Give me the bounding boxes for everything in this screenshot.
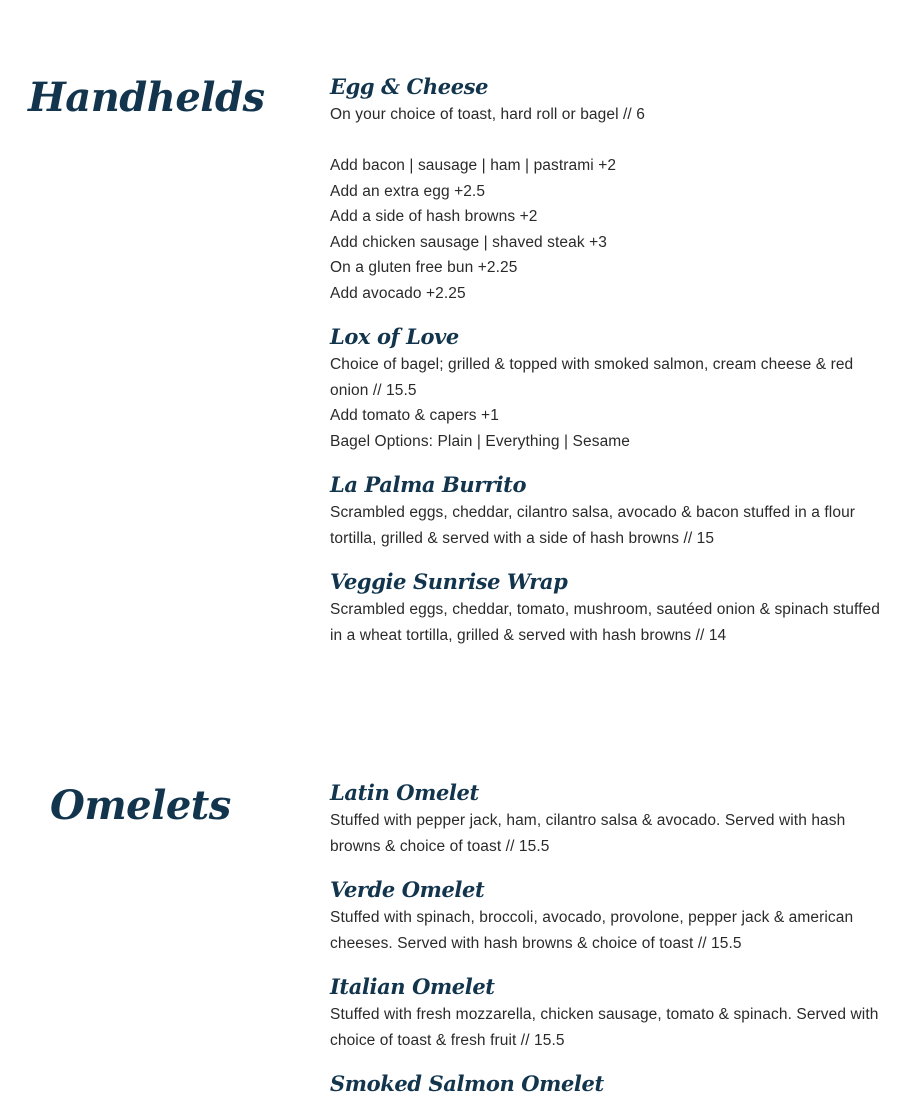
addon-line: Add an extra egg +2.5 (330, 182, 486, 200)
menu-item-latin-omelet (330, 778, 882, 859)
addon-line: Add avocado +2.25 (330, 284, 466, 302)
item-description: On your choice of toast, hard roll or bagel // 6 (330, 106, 645, 123)
addon-line: Add tomato & capers +1 (330, 407, 499, 424)
item-description: Scrambled eggs, cheddar, cilantro salsa, avocado & bacon stuffed in a flour tortilla, grilled & served with a side of hash browns // 15 (330, 504, 856, 547)
menu-item-lox-of-love (330, 322, 882, 454)
addon-list (330, 153, 882, 306)
menu-item-veggie-sunrise-wrap (330, 567, 882, 648)
section-title-omelets: Omelets (50, 782, 231, 829)
item-description: Scrambled eggs, cheddar, tomato, mushroom, sautéed onion & spinach stuffed in a wheat tortilla, grilled & served with hash browns // 14 (330, 601, 880, 644)
item-name: La Palma Burrito (330, 472, 527, 497)
handhelds-item-list (330, 72, 882, 664)
omelets-item-list (330, 778, 882, 1115)
item-name: Latin Omelet (330, 780, 479, 805)
item-name: Egg & Cheese (330, 74, 489, 99)
menu-item-verde-omelet (330, 875, 882, 956)
menu-item-smoked-salmon-omelet (330, 1069, 882, 1099)
item-name: Lox of Love (330, 324, 459, 349)
addon-line: Bagel Options: Plain | Everything | Sesame (330, 432, 631, 450)
addon-line: On a gluten free bun +2.25 (330, 259, 518, 276)
section-title-handhelds: Handhelds (28, 74, 265, 121)
addon-line: Add bacon | sausage | ham | pastrami +2 (330, 157, 617, 174)
addon-line: Add chicken sausage | shaved steak +3 (330, 233, 608, 251)
addon-line: Add a side of hash browns +2 (330, 208, 538, 225)
item-name: Smoked Salmon Omelet (330, 1071, 604, 1096)
item-name: Veggie Sunrise Wrap (330, 569, 568, 594)
item-description: Stuffed with spinach, broccoli, avocado, provolone, pepper jack & american cheeses. Served with hash browns & choice of toast // 15.5 (330, 909, 854, 952)
item-name: Italian Omelet (330, 974, 495, 999)
item-description: Stuffed with pepper jack, ham, cilantro salsa & avocado. Served with hash browns & choice of toast // 15.5 (330, 812, 846, 855)
item-description: Choice of bagel; grilled & topped with smoked salmon, cream cheese & red onion // 15.5 (330, 356, 854, 399)
menu-item-egg-cheese (330, 72, 882, 306)
menu-item-la-palma-burrito (330, 470, 882, 551)
item-name: Verde Omelet (330, 877, 485, 902)
menu-item-italian-omelet (330, 972, 882, 1053)
item-description: Stuffed with fresh mozzarella, chicken sausage, tomato & spinach. Served with choice of toast & fresh fruit // 15.5 (330, 1006, 879, 1049)
